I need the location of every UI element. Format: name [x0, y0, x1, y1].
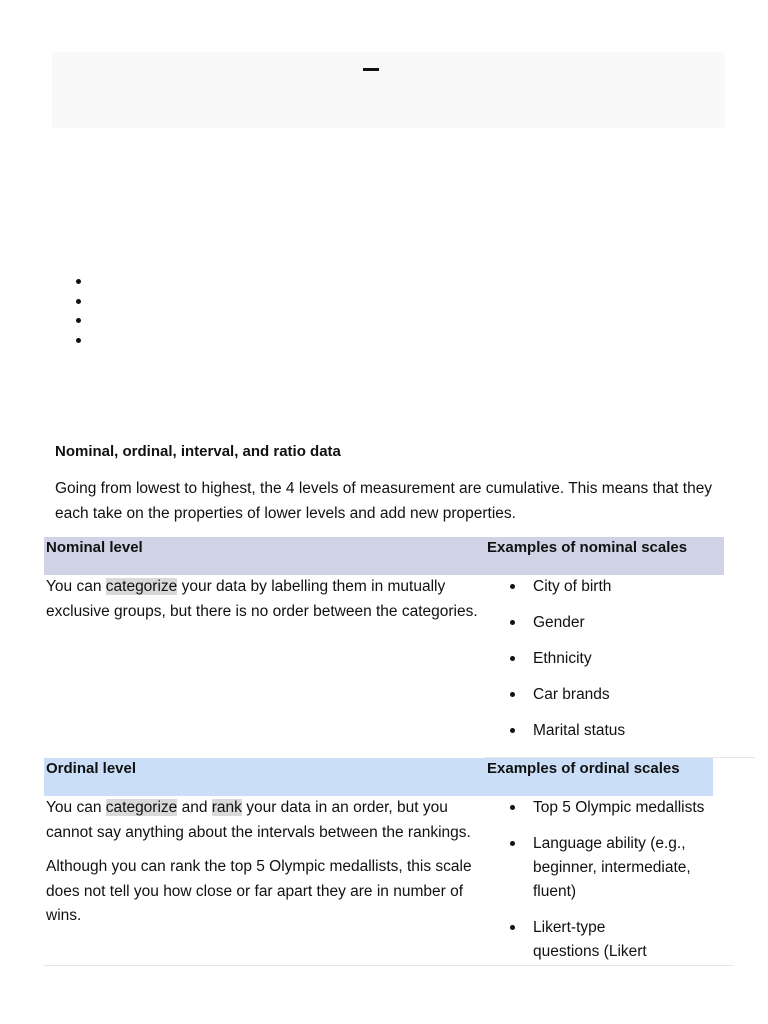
list-item: City of birth	[533, 575, 625, 599]
text-segment: and	[177, 799, 212, 816]
text-segment: You can	[46, 799, 106, 816]
highlighted-term: categorize	[105, 578, 178, 595]
nominal-examples-list	[533, 575, 625, 755]
text-segment: your data by labelling them in mutually exclusive groups, but there is no order between the categories.	[46, 578, 478, 620]
header-dash	[363, 68, 379, 71]
list-item: Likert-type questions (Likert	[533, 916, 673, 964]
highlighted-term: categorize	[105, 799, 178, 816]
nominal-description	[46, 575, 482, 634]
ordinal-level-heading: Ordinal level	[44, 758, 485, 796]
text-segment: You can	[46, 578, 106, 595]
list-item: Car brands	[533, 683, 625, 707]
section-title: Nominal, ordinal, interval, and ratio data	[55, 443, 341, 460]
list-item: Language ability (e.g., beginner, intermediate, fluent)	[533, 832, 723, 904]
intro-paragraph: Going from lowest to highest, the 4 levels of measurement are cumulative. This means that they each take on the properties of lower levels and add new properties.	[55, 480, 713, 522]
ordinal-examples-heading: Examples of ordinal scales	[485, 758, 713, 796]
ordinal-description	[46, 796, 482, 939]
highlighted-term: rank	[211, 799, 242, 816]
nominal-level-heading: Nominal level	[44, 537, 485, 575]
text-segment: your data in an order, but you cannot say anything about the intervals between the rankings.	[46, 799, 471, 841]
page-header	[52, 52, 725, 128]
list-item: Top 5 Olympic medallists	[533, 796, 723, 820]
ordinal-note: Although you can rank the top 5 Olympic medallists, this scale does not tell you how close or far apart they are in number of wins.	[46, 858, 472, 924]
list-item: Gender	[533, 611, 625, 635]
table-bottom-border	[44, 965, 734, 966]
list-item: Ethnicity	[533, 647, 625, 671]
list-item: Marital status	[533, 719, 625, 743]
ordinal-examples-list	[533, 796, 723, 976]
nominal-examples-heading: Examples of nominal scales	[485, 537, 724, 575]
